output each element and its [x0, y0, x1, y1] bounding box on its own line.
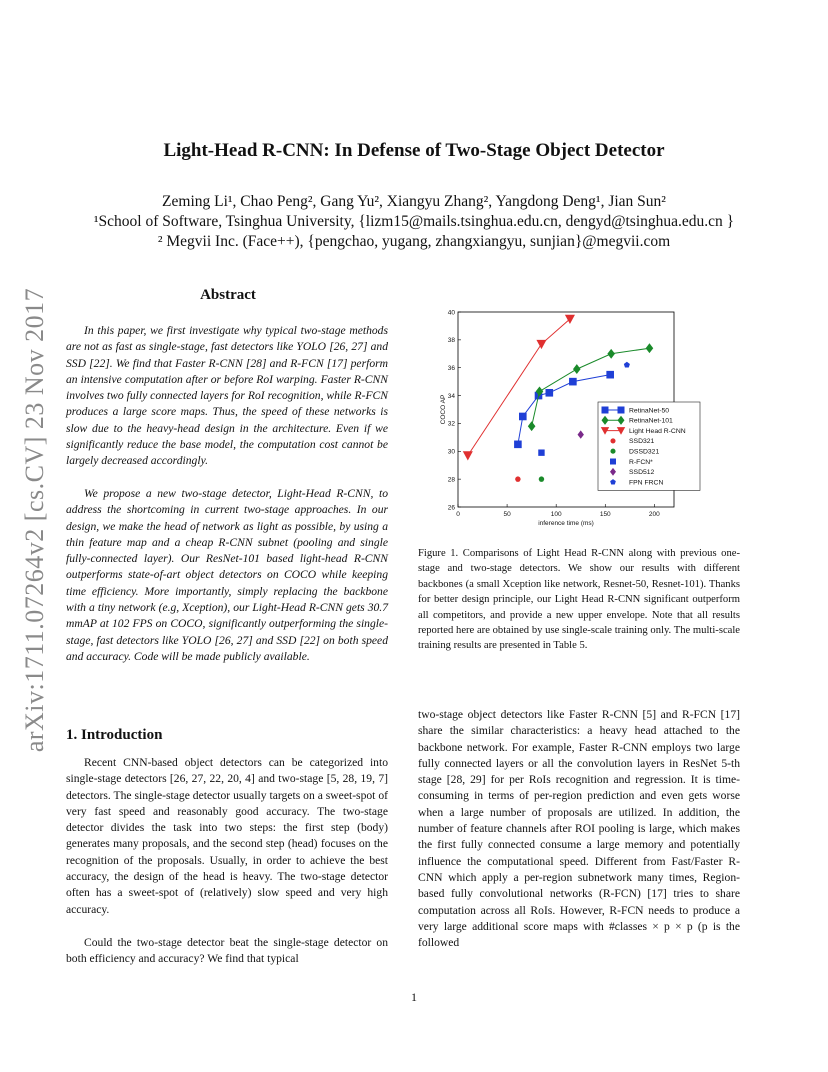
series-line-0: [518, 375, 610, 445]
legend-label: Light Head R-CNN: [629, 427, 686, 435]
affiliation-2: ² Megvii Inc. (Face++), {pengchao, yugang, zhangxiangyu, sunjian}@megvii.com: [157, 233, 671, 250]
legend-marker: [610, 438, 615, 443]
abstract-heading: Abstract: [200, 287, 256, 303]
section-heading-introduction: 1. Introduction: [66, 727, 163, 743]
data-point-2: [463, 451, 473, 460]
legend-label: SSD321: [629, 438, 655, 446]
y-tick-label: 34: [447, 392, 455, 400]
data-point-1: [573, 364, 581, 374]
data-point-1: [607, 349, 615, 359]
x-tick-label: 150: [599, 511, 611, 518]
y-axis-label: COCO AP: [440, 394, 447, 425]
legend-label: FPN FRCN: [629, 479, 664, 487]
figure-1-caption: Figure 1. Comparisons of Light Head R-CNN along with previous one-stage and two-stage detectors. We show our results with different backbones (a small Xception like network, Resnet-50, Resnet-101). Thanks for better design principle, our Light Head R-CNN significant outperform all competitors, and provide a new upper envelope. Note that all results reported here are obtained by use single-scale training only. The multi-scale training results are presented in Table 5.: [418, 548, 740, 652]
y-tick-label: 36: [447, 365, 455, 373]
data-point-3: [515, 476, 520, 481]
y-tick-label: 28: [447, 476, 455, 484]
data-point-0: [514, 441, 522, 449]
data-point-5: [538, 449, 544, 455]
author-block: [60, 192, 768, 252]
arxiv-identifier: [5, 280, 65, 760]
paper-title: Light-Head R-CNN: In Defense of Two-Stage Object Detector: [163, 140, 665, 161]
intro-paragraph-1: Recent CNN-based object detectors can be categorized into single-stage detectors [26, 27, 22, 20, 4] and two-stage [5, 28, 19, 7] detectors. The single-stage detector usually targets on a sweet-spot of very fast speed and reasonably good accuracy. The two-stage detector divides the task into two steps: the first step (body) generates many proposals, and the second step (head) focuses on the recognition of the proposals. Usually, in order to achieve the best accuracy, the design of the head is heavy. The two-stage detector often has a sweet-spot of (relatively) slow speed and very high accuracy.: [66, 756, 388, 916]
y-tick-label: 32: [447, 420, 455, 428]
legend-label: RetinaNet-50: [629, 407, 670, 415]
x-tick-label: 0: [456, 511, 460, 518]
figure-1-chart: [418, 302, 748, 532]
intro-paragraph-2: Could the two-stage detector beat the single-stage detector on both efficiency and accuracy? We find that typical: [66, 936, 388, 966]
legend-label: R-FCN*: [629, 458, 653, 466]
affiliation-1: ¹School of Software, Tsinghua University, {lizm15@mails.tsinghua.edu.cn, dengyd@tsinghua.edu.cn }: [93, 213, 735, 230]
x-tick-label: 100: [550, 511, 562, 518]
y-tick-label: 30: [447, 448, 455, 456]
x-tick-label: 200: [648, 511, 660, 518]
arxiv-identifier-text: arXiv:1711.07264v2 [cs.CV] 23 Nov 2017: [20, 287, 49, 753]
legend-label: RetinaNet-101: [629, 417, 673, 425]
right-column-paragraph: two-stage object detectors like Faster R-CNN [5] and R-FCN [17] share the similar characteristics: a heavy head attached to the backbone network. For example, Faster R-CNN employs two large fully connected layers or all the convolution layers in ResNet 5-th stage [28, 29] for per RoIs recognition and regression. It is time-consuming in terms of per-region prediction and even gets worse when a large number of proposals are utilized. In addition, the number of feature channels after ROI pooling is large, which makes the first fully connected consume a large memory and potentially influence the computational speed. Different from Fast/Faster R-CNN which apply a per-region subnetwork many times, Region-based fully convolutional networks (R-FCN) [17] tries to share computation across all RoIs. However, R-FCN needs to produce a very large additional score maps with #classes × p × p (p is the followed: [418, 708, 740, 950]
author-names: Zeming Li¹, Chao Peng², Gang Yu², Xiangyu Zhang², Yangdong Deng¹, Jian Sun²: [162, 193, 666, 210]
legend-marker: [602, 407, 609, 414]
x-tick-label: 50: [503, 511, 511, 518]
data-point-0: [546, 389, 554, 397]
y-tick-label: 26: [447, 504, 455, 512]
data-point-0: [519, 413, 527, 421]
legend-box: [598, 402, 700, 490]
data-point-7: [624, 362, 630, 368]
legend-label: DSSD321: [629, 448, 660, 456]
legend-marker: [610, 459, 616, 465]
data-point-6: [578, 430, 584, 438]
legend-marker: [618, 407, 625, 414]
y-tick-label: 38: [447, 337, 455, 345]
series-line-2: [468, 319, 570, 456]
data-point-0: [569, 378, 577, 386]
legend-marker: [610, 449, 615, 454]
y-tick-label: 40: [447, 309, 455, 317]
chart-svg: [418, 302, 748, 532]
data-point-1: [646, 343, 654, 353]
data-point-4: [539, 476, 544, 481]
legend-label: SSD512: [629, 469, 655, 477]
data-point-1: [528, 421, 536, 431]
page-number: 1: [411, 990, 417, 1004]
data-point-2: [536, 340, 546, 349]
abstract-paragraph-1: In this paper, we first investigate why typical two-stage methods are not as fast as single-stage, fast detectors like YOLO [26, 27] and SSD [22]. We find that Faster R-CNN [28] and R-FCN [17] perform an intensive computation after or before RoI warping. Faster R-CNN involves two fully connected layers for RoI recognition, while R-FCN produces a large score maps. Thus, the speed of these networks is slow due to the heavy-head design in the architecture. Even if we significantly reduce the base model, the computation cost cannot be largely decreased accordingly.: [66, 324, 388, 468]
abstract-paragraph-2: We propose a new two-stage detector, Light-Head R-CNN, to address the shortcoming in current two-stage approaches. In our design, we make the head of network as light as possible, by using a thin feature map and a cheap R-CNN subnet (pooling and single fully-connected layer). Our ResNet-101 based light-head R-CNN outperforms state-of-art object detectors on COCO while keeping time efficiency. More importantly, simply replacing the backbone with a tiny network (e.g, Xception), our Light-Head R-CNN gets 30.7 mmAP at 102 FPS on COCO, significantly outperforming the single-stage, fast detectors like YOLO [26, 27] and SSD [22] on both speed and accuracy. Code will be made publicly available.: [66, 487, 388, 663]
data-point-0: [606, 371, 614, 379]
x-axis-label: inference time (ms): [538, 520, 594, 527]
